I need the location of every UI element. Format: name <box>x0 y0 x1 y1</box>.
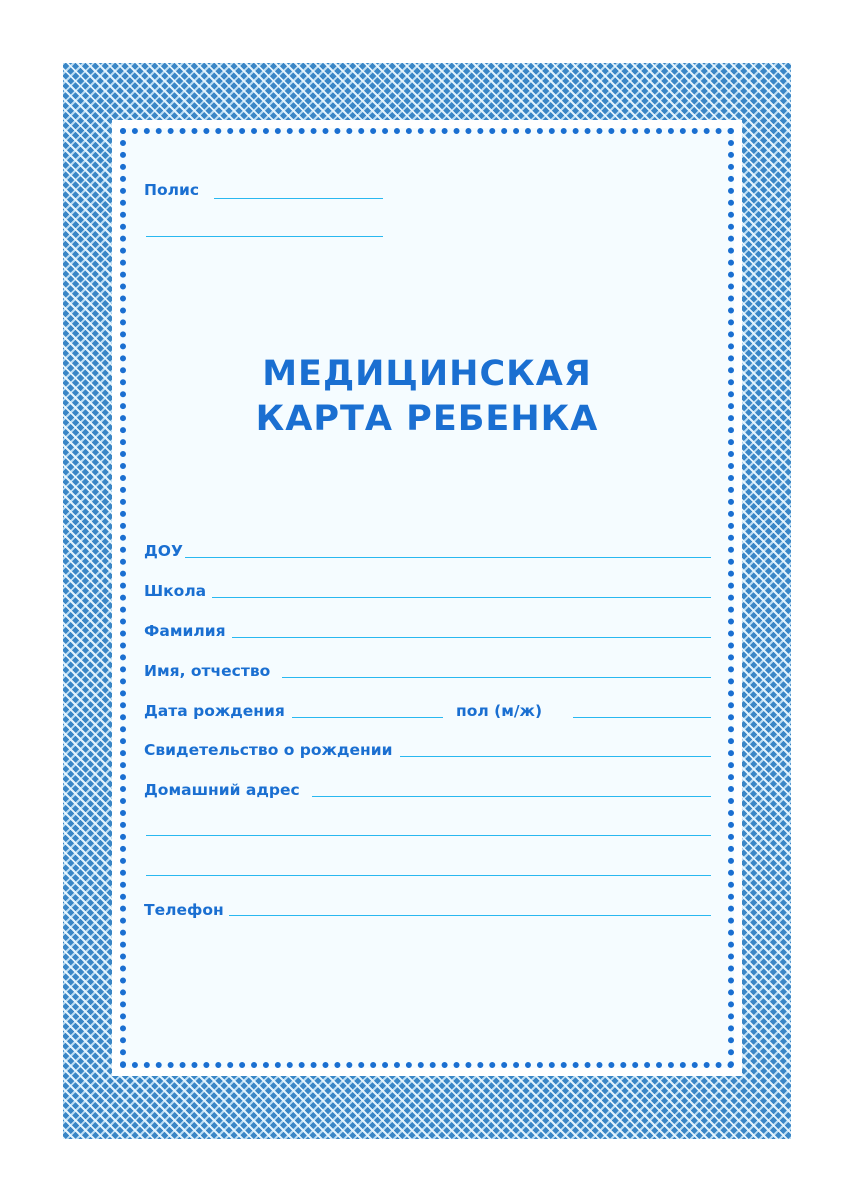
home-address-label: Домашний адрес <box>144 781 300 799</box>
home-address-line-3[interactable] <box>146 875 711 876</box>
polis-label: Полис <box>144 181 200 199</box>
title-line-2: КАРТА РЕБЕНКА <box>255 399 599 439</box>
polis-line-2[interactable] <box>146 236 383 237</box>
home-address-line-1[interactable] <box>312 796 711 797</box>
polis-line-1[interactable] <box>214 198 383 199</box>
sex-line[interactable] <box>573 717 711 718</box>
name-patronymic-label: Имя, отчество <box>144 662 271 680</box>
dou-label: ДОУ <box>144 542 183 560</box>
surname-line[interactable] <box>232 637 711 638</box>
phone-line[interactable] <box>229 915 711 916</box>
phone-label: Телефон <box>144 901 224 919</box>
school-label: Школа <box>144 582 207 600</box>
birth-certificate-line[interactable] <box>400 756 711 757</box>
birth-date-line[interactable] <box>292 717 443 718</box>
form-panel <box>120 128 734 1068</box>
school-line[interactable] <box>212 597 711 598</box>
home-address-line-2[interactable] <box>146 835 711 836</box>
surname-label: Фамилия <box>144 622 226 640</box>
sex-label: пол (м/ж) <box>456 702 543 720</box>
birth-date-label: Дата рождения <box>144 702 285 720</box>
birth-certificate-label: Свидетельство о рождении <box>144 741 393 759</box>
dou-line[interactable] <box>185 557 711 558</box>
name-patronymic-line[interactable] <box>282 677 711 678</box>
title-line-1: МЕДИЦИНСКАЯ <box>262 354 592 394</box>
